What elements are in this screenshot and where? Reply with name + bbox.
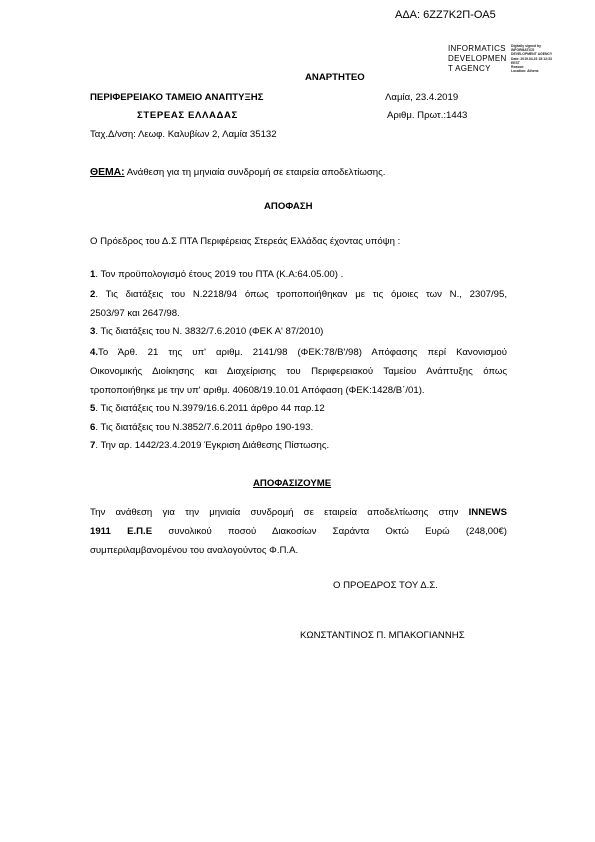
organization-name: ΠΕΡΙΦΕΡΕΙΑΚΟ ΤΑΜΕΙΟ ΑΝΑΠΤΥΞΗΣ bbox=[90, 92, 264, 103]
decision-line bbox=[90, 503, 507, 522]
consideration-item-6 bbox=[90, 422, 313, 433]
company-name: 1911 Ε.Π.Ε bbox=[90, 526, 153, 537]
item-text: . Τις διατάξεις του Ν. 3832/7.6.2010 (ΦΕΚ Α' 87/2010) bbox=[95, 326, 324, 337]
signatory-name: ΚΩΝΣΤΑΝΤΙΝΟΣ Π. ΜΠΑΚΟΓΙΑΝΝΗΣ bbox=[300, 630, 465, 641]
stamp-detail-line: DEVELOPMENT AGENCY bbox=[511, 52, 553, 57]
signature-stamp-details bbox=[511, 44, 552, 73]
decision-text: Την ανάθεση για την μηνιαία συνδρομή σε εταιρεία αποδελτίωσης στην bbox=[90, 507, 469, 518]
consideration-item-5 bbox=[90, 403, 325, 414]
item-number: 2 bbox=[90, 289, 96, 300]
item-text: . Τις διατάξεις του Ν.2218/94 όπως τροποποιήθηκαν με τις όμοιες των Ν., 2307/95, bbox=[95, 289, 507, 300]
consideration-item-1 bbox=[90, 269, 343, 280]
signatory-role: Ο ΠΡΟΕΔΡΟΣ ΤΟΥ Δ.Σ. bbox=[333, 580, 438, 591]
item-text: . Την αρ. 1442/23.4.2019 Έγκριση Διάθεσης Πίστωσης. bbox=[95, 440, 330, 451]
intro-text: Ο Πρόεδρος του Δ.Σ ΠΤΑ Περιφέρειας Στερεάς Ελλάδας έχοντας υπόψη : bbox=[90, 236, 401, 247]
stamp-detail-line: Reason: bbox=[511, 65, 525, 70]
item-text: . Τις διατάξεις του Ν.3852/7.6.2011 άρθρο 190-193. bbox=[95, 422, 314, 433]
item-number: 3 bbox=[90, 326, 96, 337]
consideration-item-7 bbox=[90, 440, 329, 451]
stamp-detail-line: INFORMATICS bbox=[511, 48, 535, 53]
place-date: Λαμία, 23.4.2019 bbox=[385, 92, 459, 103]
item-text: . Τον προϋπολογισμό έτους 2019 του ΠΤΑ (Κ.Α:64.05.00) . bbox=[95, 269, 344, 280]
stamp-line: INFORMATICS bbox=[448, 44, 506, 53]
item-line bbox=[90, 343, 507, 362]
signature-stamp-label bbox=[448, 44, 507, 74]
stamp-detail-line: EEST bbox=[511, 60, 520, 65]
item-number: 4. bbox=[90, 347, 99, 358]
subject-label: ΘΕΜΑ: bbox=[90, 167, 125, 178]
protocol-number: Αριθμ. Πρωτ.:1443 bbox=[387, 110, 468, 121]
posting-label: ΑΝΑΡΤΗΤΕΟ bbox=[305, 72, 365, 83]
item-text: Το Άρθ. 21 της υπ' αριθμ. 2141/98 (ΦΕΚ:78/Β'/98) Απόφασης περί Κανονισμού bbox=[98, 347, 507, 358]
subject-text: Ανάθεση για τη μηνιαία συνδρομή σε εταιρεία αποδελτίωσης. bbox=[124, 167, 386, 178]
we-decide-heading: ΑΠΟΦΑΣΙΖΟΥΜΕ bbox=[253, 478, 332, 489]
item-number: 6 bbox=[90, 422, 96, 433]
stamp-detail-line: Location: Athens bbox=[511, 69, 539, 74]
item-line: 2503/97 και 2647/98. bbox=[90, 308, 180, 319]
stamp-line: T AGENCY bbox=[448, 64, 491, 73]
company-name: INNEWS bbox=[468, 507, 507, 518]
stamp-detail-line: Digitally signed by bbox=[511, 44, 541, 48]
item-text: . Τις διατάξεις του Ν.3979/16.6.2011 άρθρο 44 παρ.12 bbox=[95, 403, 325, 414]
item-line bbox=[90, 285, 507, 304]
stamp-detail-line: Date: 2019.04.23 15:12:33 bbox=[511, 56, 552, 61]
item-line: τροποποιήθηκε με την υπ' αριθμ. 40608/19.10.01 Απόφαση (ΦΕΚ:1428/Β΄/01). bbox=[90, 385, 425, 396]
decision-heading: ΑΠΟΦΑΣΗ bbox=[264, 201, 313, 212]
region-name: ΣΤΕΡΕΑΣ ΕΛΛΑΔΑΣ bbox=[137, 110, 238, 121]
item-number: 1 bbox=[90, 269, 96, 280]
consideration-item-4 bbox=[90, 343, 507, 400]
ada-code: ΑΔΑ: 6ΖΖ7Κ2Π-ΟΑ5 bbox=[395, 9, 496, 21]
address: Ταχ.Δ/νση: Λεωφ. Καλυβίων 2, Λαμία 35132 bbox=[90, 129, 277, 140]
consideration-item-2 bbox=[90, 285, 507, 323]
item-number: 7 bbox=[90, 440, 96, 451]
decision-paragraph bbox=[90, 503, 507, 560]
item-number: 5 bbox=[90, 403, 96, 414]
subject-line bbox=[90, 167, 385, 178]
decision-text: συνολικού ποσού Διακοσίων Σαράντα Οκτώ Ευρώ (248,00€) bbox=[152, 526, 507, 537]
decision-line bbox=[90, 522, 507, 541]
consideration-item-3 bbox=[90, 326, 323, 337]
decision-line: συμπεριλαμβανομένου του αναλογούντος Φ.Π.Α. bbox=[90, 545, 299, 556]
item-line: Οικονομικής Διοίκησης και Διαχείρισης του Περιφερειακού Ταμείου Ανάπτυξης όπως bbox=[90, 366, 507, 377]
stamp-line: DEVELOPMEN bbox=[448, 54, 507, 63]
